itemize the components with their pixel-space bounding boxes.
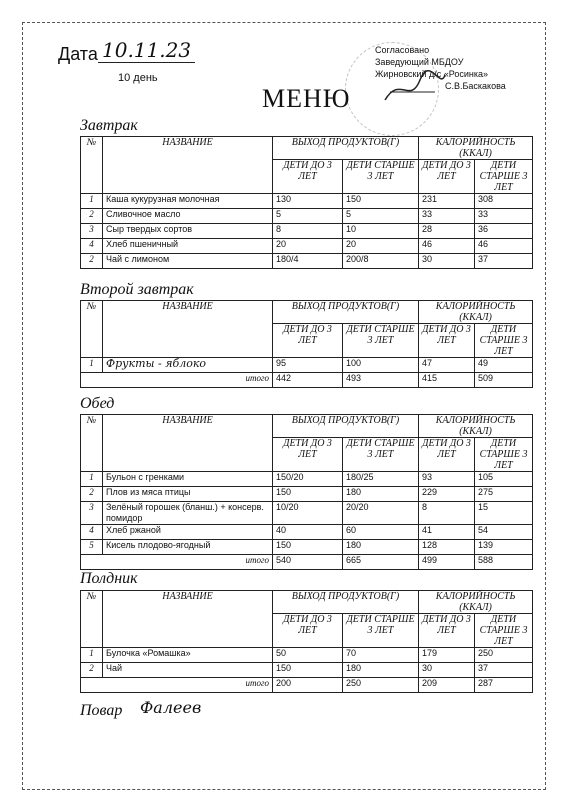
col-calories: КАЛОРИЙНОСТЬ (ККАЛ) (419, 137, 533, 160)
table-row (81, 663, 533, 678)
total-row (81, 555, 533, 570)
row-value: 150 (273, 663, 343, 678)
chef-signature: Фалеев (140, 698, 202, 717)
table-row (81, 194, 533, 209)
row-name: Хлеб пшеничный (103, 239, 273, 254)
col-calories: КАЛОРИЙНОСТЬ (ККАЛ) (419, 591, 533, 614)
table-row (81, 487, 533, 502)
row-value: 250 (475, 648, 533, 663)
row-name: Хлеб ржаной (103, 525, 273, 540)
row-num: 2 (81, 209, 103, 224)
col-num: № (81, 591, 103, 648)
total-value: 499 (419, 555, 475, 570)
col-over3: ДЕТИ СТАРШЕ 3 ЛЕТ (343, 160, 419, 194)
total-value: 442 (273, 373, 343, 388)
section-title-second-breakfast: Второй завтрак (80, 281, 194, 298)
lunch-table (80, 414, 533, 570)
row-value: 275 (475, 487, 533, 502)
snack-table (80, 590, 533, 693)
row-name: Фрукты - яблоко (103, 358, 273, 373)
row-value: 150 (273, 540, 343, 555)
table-row (81, 502, 533, 525)
chef-label: Повар (80, 702, 123, 719)
row-value: 20/20 (343, 502, 419, 525)
col-under3: ДЕТИ ДО 3 ЛЕТ (419, 438, 475, 472)
row-value: 105 (475, 472, 533, 487)
total-value: 540 (273, 555, 343, 570)
row-name: Кисель плодово-ягодный (103, 540, 273, 555)
col-over3: ДЕТИ СТАРШЕ 3 ЛЕТ (343, 614, 419, 648)
col-under3: ДЕТИ ДО 3 ЛЕТ (419, 614, 475, 648)
total-value: 588 (475, 555, 533, 570)
row-num: 4 (81, 239, 103, 254)
row-name: Каша кукурузная молочная (103, 194, 273, 209)
col-calories: КАЛОРИЙНОСТЬ (ККАЛ) (419, 301, 533, 324)
approval-line: Жирновский д/с «Росинка» (375, 69, 489, 79)
breakfast-table (80, 136, 533, 269)
row-value: 8 (419, 502, 475, 525)
row-value: 100 (343, 358, 419, 373)
approval-line: Заведующий МБДОУ (375, 57, 464, 67)
total-value: 287 (475, 678, 533, 693)
row-num: 1 (81, 472, 103, 487)
col-output: ВЫХОД ПРОДУКТОВ(Г) (273, 591, 419, 614)
section-title-lunch: Обед (80, 395, 115, 412)
row-name: Булочка «Ромашка» (103, 648, 273, 663)
total-value: 250 (343, 678, 419, 693)
total-value: 200 (273, 678, 343, 693)
row-value: 139 (475, 540, 533, 555)
approval-line: С.В.Баскакова (445, 81, 506, 91)
col-over3: ДЕТИ СТАРШЕ 3 ЛЕТ (343, 324, 419, 358)
row-value: 46 (475, 239, 533, 254)
table-row (81, 525, 533, 540)
col-name: НАЗВАНИЕ (103, 137, 273, 194)
row-value: 150 (273, 487, 343, 502)
col-over3: ДЕТИ СТАРШЕ 3 ЛЕТ (475, 324, 533, 358)
col-under3: ДЕТИ ДО 3 ЛЕТ (273, 160, 343, 194)
row-name: Сливочное масло (103, 209, 273, 224)
row-num: 3 (81, 224, 103, 239)
table-row (81, 472, 533, 487)
col-over3: ДЕТИ СТАРШЕ 3 ЛЕТ (475, 160, 533, 194)
row-value: 49 (475, 358, 533, 373)
row-value: 95 (273, 358, 343, 373)
row-value: 180 (343, 663, 419, 678)
col-output: ВЫХОД ПРОДУКТОВ(Г) (273, 415, 419, 438)
row-name: Чай (103, 663, 273, 678)
table-row (81, 224, 533, 239)
row-value: 180 (343, 540, 419, 555)
col-num: № (81, 415, 103, 472)
row-value: 40 (273, 525, 343, 540)
total-label: итого (81, 373, 273, 388)
row-value: 200/8 (343, 254, 419, 269)
total-value: 209 (419, 678, 475, 693)
day-label: 10 день (118, 72, 158, 84)
row-name: Бульон с гренками (103, 472, 273, 487)
row-num: 2 (81, 663, 103, 678)
col-over3: ДЕТИ СТАРШЕ 3 ЛЕТ (475, 438, 533, 472)
page-title: МЕНЮ (262, 84, 351, 113)
col-over3: ДЕТИ СТАРШЕ 3 ЛЕТ (475, 614, 533, 648)
section-title-snack: Полдник (80, 570, 138, 587)
row-value: 47 (419, 358, 475, 373)
row-num: 5 (81, 540, 103, 555)
row-value: 20 (273, 239, 343, 254)
row-value: 10/20 (273, 502, 343, 525)
row-value: 150/20 (273, 472, 343, 487)
total-row (81, 373, 533, 388)
row-num: 4 (81, 525, 103, 540)
row-value: 5 (343, 209, 419, 224)
row-value: 60 (343, 525, 419, 540)
row-value: 54 (475, 525, 533, 540)
row-value: 231 (419, 194, 475, 209)
row-value: 46 (419, 239, 475, 254)
row-value: 41 (419, 525, 475, 540)
row-value: 30 (419, 663, 475, 678)
row-num: 1 (81, 194, 103, 209)
col-calories: КАЛОРИЙНОСТЬ (ККАЛ) (419, 415, 533, 438)
row-value: 36 (475, 224, 533, 239)
total-value: 493 (343, 373, 419, 388)
row-value: 10 (343, 224, 419, 239)
row-value: 70 (343, 648, 419, 663)
row-value: 20 (343, 239, 419, 254)
row-value: 30 (419, 254, 475, 269)
date-label: Дата (58, 44, 98, 64)
row-value: 5 (273, 209, 343, 224)
row-value: 8 (273, 224, 343, 239)
row-value: 93 (419, 472, 475, 487)
col-name: НАЗВАНИЕ (103, 591, 273, 648)
total-label: итого (81, 678, 273, 693)
row-value: 33 (419, 209, 475, 224)
row-num: 1 (81, 648, 103, 663)
row-num: 3 (81, 502, 103, 525)
second-breakfast-table (80, 300, 533, 388)
col-output: ВЫХОД ПРОДУКТОВ(Г) (273, 137, 419, 160)
col-under3: ДЕТИ ДО 3 ЛЕТ (273, 614, 343, 648)
row-value: 37 (475, 254, 533, 269)
table-row (81, 358, 533, 373)
row-value: 229 (419, 487, 475, 502)
total-value: 509 (475, 373, 533, 388)
row-name: Сыр твердых сортов (103, 224, 273, 239)
col-over3: ДЕТИ СТАРШЕ 3 ЛЕТ (343, 438, 419, 472)
row-value: 308 (475, 194, 533, 209)
row-value: 50 (273, 648, 343, 663)
approval-line: Согласовано (375, 45, 430, 55)
row-value: 28 (419, 224, 475, 239)
col-name: НАЗВАНИЕ (103, 415, 273, 472)
col-output: ВЫХОД ПРОДУКТОВ(Г) (273, 301, 419, 324)
row-value: 180 (343, 487, 419, 502)
row-value: 128 (419, 540, 475, 555)
approval-signature-icon (380, 70, 450, 110)
row-value: 130 (273, 194, 343, 209)
row-name: Чай с лимоном (103, 254, 273, 269)
date-value: 10.11.23 (98, 38, 195, 63)
row-num: 1 (81, 358, 103, 373)
row-value: 15 (475, 502, 533, 525)
col-under3: ДЕТИ ДО 3 ЛЕТ (419, 324, 475, 358)
col-under3: ДЕТИ ДО 3 ЛЕТ (273, 324, 343, 358)
table-row (81, 209, 533, 224)
total-value: 415 (419, 373, 475, 388)
row-value: 37 (475, 663, 533, 678)
row-name: Зелёный горошек (бланш.) + консерв. помидор (103, 502, 273, 525)
col-num: № (81, 137, 103, 194)
row-name: Плов из мяса птицы (103, 487, 273, 502)
col-under3: ДЕТИ ДО 3 ЛЕТ (273, 438, 343, 472)
total-label: итого (81, 555, 273, 570)
row-value: 180/4 (273, 254, 343, 269)
table-row (81, 648, 533, 663)
col-num: № (81, 301, 103, 358)
section-title-breakfast: Завтрак (80, 117, 138, 134)
row-value: 33 (475, 209, 533, 224)
table-row (81, 254, 533, 269)
table-row (81, 540, 533, 555)
total-value: 665 (343, 555, 419, 570)
row-num: 2 (81, 254, 103, 269)
table-row (81, 239, 533, 254)
row-num: 2 (81, 487, 103, 502)
row-value: 179 (419, 648, 475, 663)
total-row (81, 678, 533, 693)
row-value: 150 (343, 194, 419, 209)
row-value: 180/25 (343, 472, 419, 487)
col-under3: ДЕТИ ДО 3 ЛЕТ (419, 160, 475, 194)
col-name: НАЗВАНИЕ (103, 301, 273, 358)
